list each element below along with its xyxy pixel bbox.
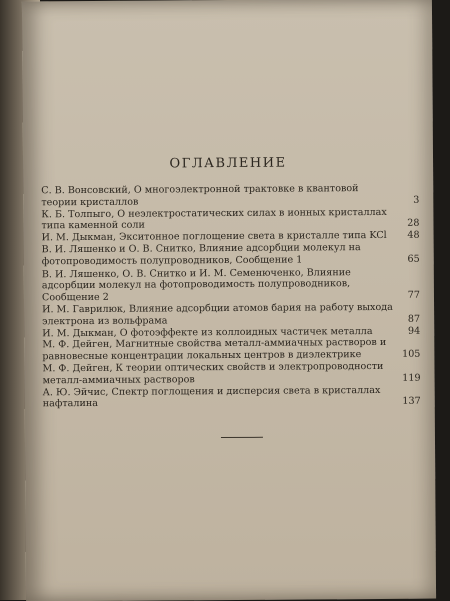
toc-entry-text: М. Ф. Дейген, К теории оптических свойств и электропроводности металл-аммиачных растворов xyxy=(42,360,384,387)
toc-entry-page: 87 xyxy=(407,313,421,325)
toc-entry xyxy=(24,302,424,328)
toc-entry-page: 137 xyxy=(402,396,421,408)
toc-entry xyxy=(24,361,424,387)
toc-entry-page: 28 xyxy=(407,218,420,230)
toc-title: ОГЛАВЛЕНИЕ xyxy=(169,155,287,172)
toc-entry-text: В. И. Ляшенко, О. В. Снитко и И. М. Семенюченко, Влияние адсорбции молекул на фотопроводимость полупроводников, Сообщение 2 xyxy=(41,266,351,304)
toc-entry-text: И. М. Гаврилюк, Влияние адсорбции атомов бария на работу выхода электрона из вольфрама xyxy=(42,301,393,328)
toc-entry xyxy=(25,384,425,410)
toc-entry xyxy=(23,206,423,232)
toc-entry-text: В. И. Ляшенко и О. В. Снитко, Влияние адсорбции молекул на фотопроводимость полупроводников, Сообщение 1 xyxy=(41,242,361,268)
toc-entry-text: С. В. Вонсовский, О многоэлектронной трактовке в квантовой теории кристаллов xyxy=(41,183,359,209)
toc-entry xyxy=(24,242,424,268)
toc-entry-text: И. М. Дыкман, О фотоэффекте из коллоидных частичек металла xyxy=(42,325,373,339)
toc-entry xyxy=(23,183,423,209)
toc-entry-text: И. М. Дыкман, Экситонное поглощение света в кристалле типа KCl xyxy=(41,230,387,244)
toc-entry-page: 94 xyxy=(407,325,421,337)
toc-entry-text: А. Ю. Эйчис, Спектр поглощения и дисперсия света в кристаллах нафталина xyxy=(42,384,381,410)
toc-entry-page: 48 xyxy=(407,229,420,241)
toc-entry-page: 119 xyxy=(402,372,421,384)
toc-entry-text: М. Ф. Дейген, Магнитные свойства металл-аммиачных растворов и равновесные концентрации локальных центров в диэлектрике xyxy=(42,337,387,363)
toc-entry-text: К. Б. Толпыго, О неэлектростатических силах в ионных кристаллах типа каменной соли xyxy=(41,206,387,232)
toc-entry xyxy=(24,337,424,363)
book-page xyxy=(22,0,436,601)
toc-entry-page: 105 xyxy=(402,348,421,360)
closing-rule xyxy=(221,437,263,438)
toc-entry xyxy=(24,266,424,304)
toc-list xyxy=(23,183,425,411)
toc-entry-page: 65 xyxy=(407,253,420,265)
toc-entry-page: 77 xyxy=(407,289,421,301)
toc-entry-page: 3 xyxy=(413,194,420,206)
